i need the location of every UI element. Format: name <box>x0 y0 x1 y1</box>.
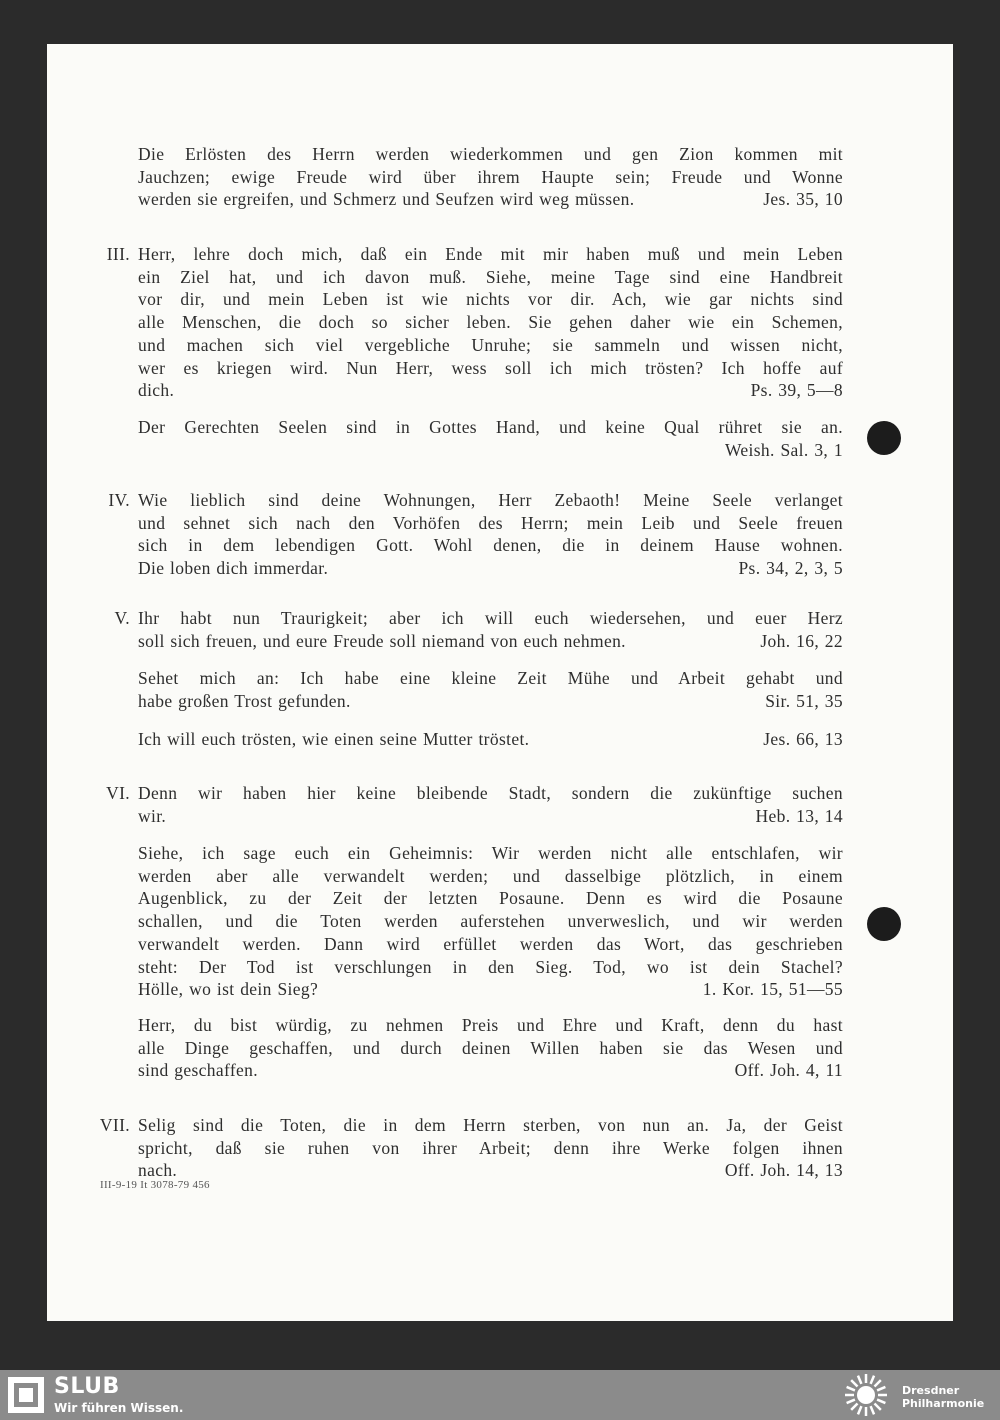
text-line-with-reference <box>138 805 843 828</box>
slub-slogan: Wir führen Wissen. <box>54 1401 184 1415</box>
section-vi <box>106 782 843 827</box>
scripture-reference: Sir. 51, 35 <box>765 690 843 711</box>
partner-name-line2: Philharmonie <box>902 1397 985 1410</box>
partner-name-line1: Dresdner <box>902 1384 960 1397</box>
section-numeral: IV. <box>108 490 130 510</box>
logo-ray <box>847 1400 855 1403</box>
intro-paragraph <box>138 143 843 211</box>
scripture-reference: Heb. 13, 14 <box>755 805 843 826</box>
section-numeral: III. <box>106 244 130 264</box>
text-line: Augenblick, zu der Zeit der letzten Posaune. Denn es wird die Posaune <box>138 888 843 909</box>
text-line: und sehnet sich nach den Vorhöfen des Herrn; mein Leib und Seele freuen <box>138 512 843 533</box>
text-line-with-reference <box>138 439 843 462</box>
logo-ray <box>851 1380 857 1386</box>
punch-hole <box>867 421 901 455</box>
punch-hole <box>867 907 901 941</box>
text-line: und machen sich viel vergebliche Unruhe; sie sammeln und wissen nicht, <box>138 334 843 355</box>
section-numeral: V. <box>114 608 130 628</box>
text-line: alle Menschen, die doch so sicher leben. Sie gehen daher wie ein Schemen, <box>138 312 843 333</box>
text-line: Denn wir haben hier keine bleibende Stadt, sondern die zukünftige suchen <box>138 783 843 803</box>
quote-sirach <box>138 667 843 712</box>
text-line: werden aber alle verwandelt werden; und dasselbige plötzlich, in einem <box>138 865 843 886</box>
quote-korinther <box>138 842 843 1001</box>
text-line-with-reference <box>138 728 843 751</box>
text-line: sich in dem lebendigen Gott. Wohl denen, die in deinem Hause wohnen. <box>138 535 843 556</box>
partner-name[interactable] <box>902 1384 984 1410</box>
logo-ray <box>847 1387 855 1390</box>
logo-ray <box>871 1376 874 1384</box>
print-code: III-9-19 It 3078-79 456 <box>100 1179 210 1191</box>
text-line: verwandelt werden. Dann wird erfüllet werden das Wort, das geschrieben <box>138 933 843 954</box>
section-numeral: VI. <box>106 783 130 803</box>
text-line: werden sie ergreifen, und Schmerz und Seufzen wird weg müssen. <box>138 189 635 210</box>
text-line: schallen, und die Toten werden auferstehen unverweslich, und wir werden <box>138 911 843 932</box>
scripture-reference: Weish. Sal. 3, 1 <box>724 439 843 460</box>
logo-ray <box>874 1403 880 1409</box>
text-line: habe großen Trost gefunden. <box>138 690 351 711</box>
text-line: Die loben dich immerdar. <box>138 558 329 579</box>
quote-offenbarung-4 <box>138 1014 843 1082</box>
text-line: wer es kriegen wird. Nun Herr, wess soll ich mich trösten? Ich hoffe auf <box>138 357 843 378</box>
text-line: Siehe, ich sage euch ein Geheimnis: Wir werden nicht alle entschlafen, wir <box>138 843 843 863</box>
scripture-reference: Off. Joh. 14, 13 <box>724 1160 843 1181</box>
text-line-with-reference <box>138 978 843 1001</box>
text-line: sind geschaffen. <box>138 1060 258 1081</box>
text-line: vor dir, und mein Leben ist wie nichts vor dir. Ach, wie gar nichts sind <box>138 289 843 310</box>
slub-logo-icon[interactable] <box>8 1377 44 1413</box>
logo-ray <box>874 1380 880 1386</box>
slub-title[interactable]: SLUB <box>54 1374 120 1399</box>
text-line-with-reference <box>138 630 843 653</box>
section-numeral: VII. <box>99 1115 130 1135</box>
text-line-with-reference <box>138 557 843 580</box>
scripture-reference: Off. Joh. 4, 11 <box>734 1060 843 1081</box>
scripture-reference: Jes. 35, 10 <box>763 189 843 210</box>
text-line: dich. <box>138 380 175 401</box>
text-line-with-reference <box>138 1059 843 1082</box>
text-line: Die Erlösten des Herrn werden wiederkommen und gen Zion kommen mit <box>138 144 843 164</box>
quote-jesaja <box>138 728 843 751</box>
text-line: Jauchzen; ewige Freude wird über ihrem Haupte sein; Freude und Wonne <box>138 166 843 187</box>
text-line: Der Gerechten Seelen sind in Gottes Hand, und keine Qual rühret sie an. <box>138 417 843 437</box>
section-v <box>114 607 843 652</box>
logo-ray <box>858 1406 861 1414</box>
text-line-with-reference <box>138 1159 843 1182</box>
text-line: Wie lieblich sind deine Wohnungen, Herr Zebaoth! Meine Seele verlanget <box>138 490 843 510</box>
text-line: Hölle, wo ist dein Sieg? <box>138 979 319 1000</box>
text-line-with-reference <box>138 690 843 713</box>
text-line: Ich will euch trösten, wie einen seine Mutter tröstet. <box>138 729 530 749</box>
text-line: alle Dinge geschaffen, und durch deinen Willen haben sie das Wesen und <box>138 1037 843 1058</box>
logo-ray <box>871 1406 874 1414</box>
scripture-reference: Ps. 39, 5—8 <box>750 380 843 401</box>
text-line: Herr, lehre doch mich, daß ein Ende mit mir haben muß und mein Leben <box>138 244 843 264</box>
text-line-with-reference <box>138 188 843 211</box>
text-line: wir. <box>138 805 167 826</box>
section-iv <box>108 489 843 580</box>
text-line: Selig sind die Toten, die in dem Herrn sterben, von nun an. Ja, der Geist <box>138 1115 843 1135</box>
dresdner-philharmonie-logo-icon[interactable] <box>842 1372 890 1418</box>
text-line: steht: Der Tod ist verschlungen in den Sieg. Tod, wo ist dein Stachel? <box>138 956 843 977</box>
text-line: Sehet mich an: Ich habe eine kleine Zeit Mühe und Arbeit gehabt und <box>138 668 843 688</box>
scripture-reference: 1. Kor. 15, 51—55 <box>702 979 843 1000</box>
scripture-reference: Ps. 34, 2, 3, 5 <box>738 558 843 579</box>
text-line-with-reference <box>138 379 843 402</box>
logo-ray <box>851 1403 857 1409</box>
scripture-reference: Joh. 16, 22 <box>760 630 843 651</box>
text-line: soll sich freuen, und eure Freude soll niemand von euch nehmen. <box>138 630 626 651</box>
logo-ray <box>877 1387 885 1390</box>
logo-ray <box>858 1376 861 1384</box>
logo-ray <box>877 1400 885 1403</box>
section-vii <box>99 1114 843 1182</box>
text-line: spricht, daß sie ruhen von ihrer Arbeit; denn ihre Werke folgen ihnen <box>138 1137 843 1158</box>
text-line: nach. <box>138 1160 178 1181</box>
text-line: Ihr habt nun Traurigkeit; aber ich will euch wiedersehen, und euer Herz <box>138 608 843 628</box>
text-line: ein Ziel hat, und ich davon muß. Siehe, meine Tage sind eine Handbreit <box>138 266 843 287</box>
scripture-reference: Jes. 66, 13 <box>763 729 843 749</box>
text-line: Herr, du bist würdig, zu nehmen Preis und Ehre und Kraft, denn du hast <box>138 1015 843 1035</box>
section-iii <box>106 243 843 402</box>
quote-weisheit <box>138 416 843 461</box>
